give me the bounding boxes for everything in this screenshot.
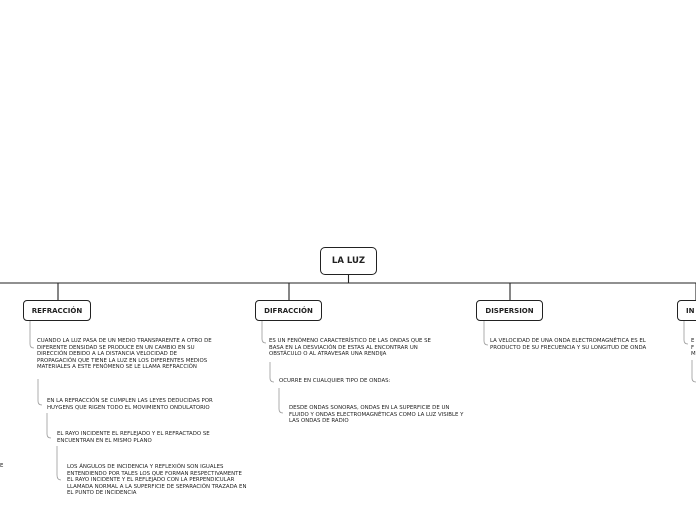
refraccion-definition[interactable]: CUANDO LA LUZ PASA DE UN MEDIO TRANSPARENTE A OTRO DE DIFERENTE DENSIDAD SE PRODUCE EN UN CAMBIO EN SU DIRECCIÓN DEBIDO A LA DISTANCIA VELOCIDAD DE PROPAGACIÓN QUE TIENE LA LUZ EN LOS DIFERENTES MEDIOS MATERIALES A ESTE FENÓMENO SE LE LLAMA REFRACCIÓN — [37, 338, 212, 371]
refraccion-huygens-laws[interactable]: EN LA REFRACCIÓN SE CUMPLEN LAS LEYES DEDUCIDAS POR HUYGENS QUE RIGEN TODO EL MOVIMIENTO ONDULATORIO — [47, 398, 213, 411]
dispersion-definition[interactable]: LA VELOCIDAD DE UNA ONDA ELECTROMAGNÉTICA ES EL PRODUCTO DE SU FRECUENCIA Y SU LONGITUD DE ONDA — [490, 338, 647, 351]
root-node[interactable]: LA LUZ — [320, 247, 377, 275]
left-cut-text: E — [0, 463, 4, 469]
difraccion-wave-types[interactable]: OCURRE EN CUALQUIER TIPO DE ONDAS: — [279, 378, 391, 384]
refraccion-equal-angles[interactable]: LOS ÁNGULOS DE INCIDENCIA Y REFLEXIÓN SON IGUALES ENTENDIENDO POR TALES LOS QUE FORMAN RESPECTIVAMENTE EL RAYO INCIDENTE Y EL REFLEJADO CON LA PERPENDICULAR LLAMADA NORMAL A LA SUPERFICIE DE SEPARACIÓN TRAZADA EN EL PUNTO DE INCIDENCIA — [67, 464, 247, 497]
difraccion-definition[interactable]: ES UN FENÓMENO CARACTERÍSTICO DE LAS ONDAS QUE SE BASA EN LA DESVIACIÓN DE ESTAS AL ENCONTRAR UN OBSTÁCULO O AL ATRAVESAR UNA RENDIJA — [269, 338, 431, 358]
refraccion-same-plane[interactable]: EL RAYO INCIDENTE EL REFLEJADO Y EL REFRACTADO SE ENCUENTRAN EN EL MISMO PLANO — [57, 431, 210, 444]
right-cut-text-3: M — [691, 351, 696, 357]
topic-dispersion[interactable]: DISPERSION — [476, 300, 543, 321]
topic-difraccion[interactable]: DIFRACCIÓN — [255, 300, 322, 321]
difraccion-examples[interactable]: DESDE ONDAS SONORAS, ONDAS EN LA SUPERFICIE DE UN FLUIDO Y ONDAS ELECTROMAGNÉTICAS COMO LA LUZ VISIBLE Y LAS ONDAS DE RADIO — [289, 405, 464, 425]
topic-cut-off[interactable]: IN — [677, 300, 696, 321]
topic-refraccion[interactable]: REFRACCIÓN — [23, 300, 91, 321]
right-cut-text-2: F — [691, 345, 695, 351]
right-cut-text-1: E — [691, 338, 695, 344]
